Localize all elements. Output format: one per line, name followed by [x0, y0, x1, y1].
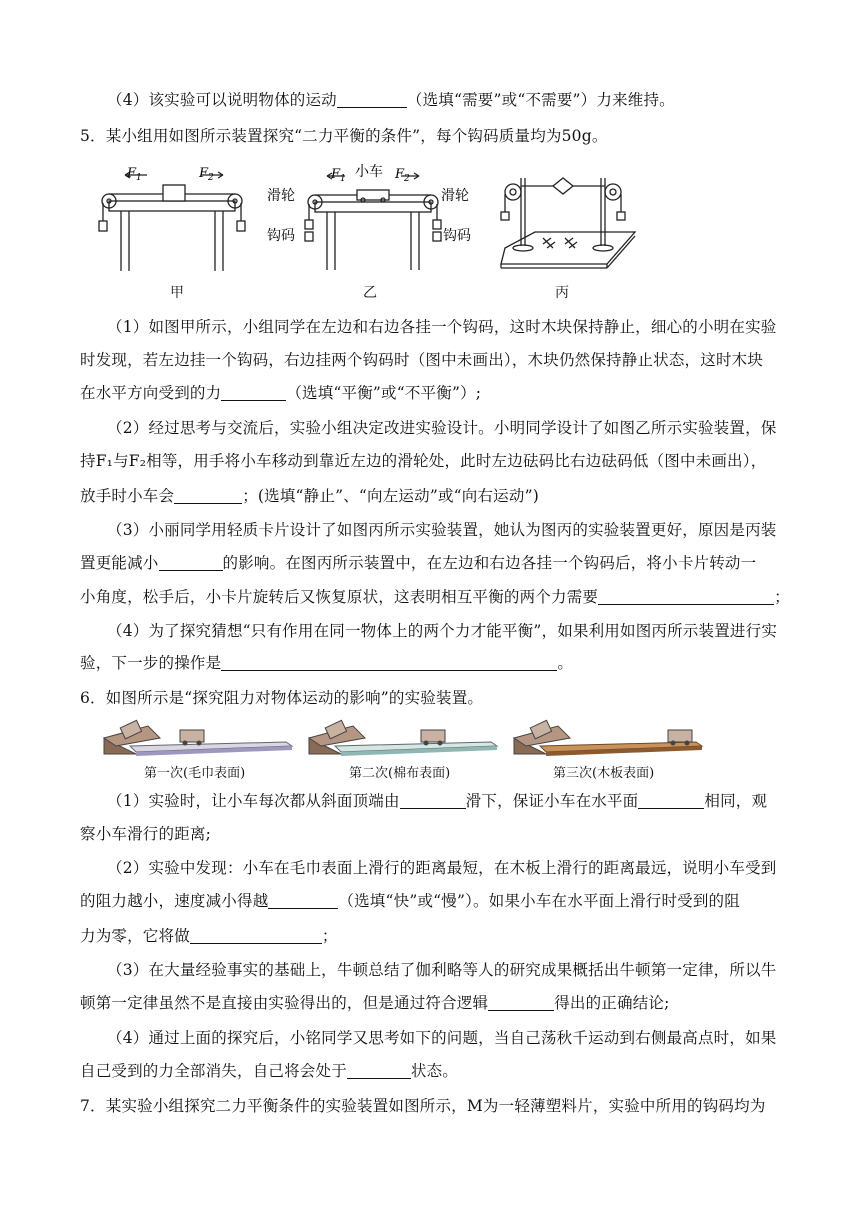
- q6-p1-l2: 察小车滑行的距离;: [80, 825, 212, 843]
- svg-text:F1: $F_1$: [331, 167, 346, 184]
- weight-left-label: 钩码: [267, 228, 295, 244]
- svg-text:F2: $F_2$: [199, 166, 214, 183]
- weight-right: [237, 221, 245, 231]
- q5-p2-l1: （2）经过思考与交流后，实验小组决定改进实验设计。小明同学设计了如图乙所示实验装置，保: [107, 419, 777, 437]
- figure-ramp-2: [305, 712, 500, 758]
- q6-p2-answer-blank-2[interactable]: [190, 927, 322, 944]
- caption-yi: 乙: [363, 285, 377, 301]
- q5-p3-l1: （3）小丽同学用轻质卡片设计了如图丙所示实验装置，她认为图丙的实验装置更好，原因是丙装: [107, 521, 777, 539]
- figure-bing: [495, 164, 640, 272]
- ramp-caption-1: 第一次(毛巾表面): [144, 766, 246, 781]
- q4-line: [107, 88, 675, 110]
- q5-p1-l3: 在水平方向受到的力 （选填“平衡”或“不平衡”）;: [80, 384, 482, 402]
- figure-ramp-1: [100, 712, 295, 758]
- figure-jia: [95, 163, 255, 275]
- q6-p1-answer-blank-2[interactable]: [638, 792, 704, 809]
- q6-p1-answer-blank-1[interactable]: [400, 792, 466, 809]
- weight-right-label: 钩码: [443, 228, 471, 244]
- q6-p2-answer-blank-1[interactable]: [268, 892, 338, 909]
- q6-p3-l1: （3）在大量经验事实的基础上，牛顿总结了伽利略等人的研究成果概括出牛顿第一定律，所以牛: [107, 961, 777, 979]
- q5-p3-answer-blank-2[interactable]: [598, 588, 774, 605]
- q6-p3-answer-blank[interactable]: [488, 994, 554, 1011]
- q5-p2-l3: 放手时小车会 ；(选填“静止”、“向左运动”或“向右运动”): [80, 487, 539, 505]
- wood-block: [163, 185, 185, 201]
- q5-p2-answer-blank[interactable]: [174, 487, 242, 504]
- q4-text-a: 该实验可以说明物体的运动: [148, 91, 337, 109]
- q6-p4-l1: （4）通过上面的探究后，小铭同学又思考如下的问题，当自己荡秋千运动到右侧最高点时，如果: [107, 1029, 777, 1047]
- q4-text-b: （选填“需要”或“不需要”）力来维持。: [406, 91, 675, 109]
- q5-p1-l2: 时发现，若左边挂一个钩码，右边挂两个钩码时（图中未画出），木块仍然保持静止状态，这时木块: [80, 351, 764, 369]
- svg-text:F1: $F_1$: [127, 166, 142, 183]
- ramp-caption-3: 第三次(木板表面): [553, 766, 655, 781]
- q7-stem: 7．某实验小组探究二力平衡条件的实验装置如图所示，M为一轻薄塑料片，实验中所用的钩码均为: [80, 1097, 766, 1115]
- q5-p3-answer-blank-1[interactable]: [159, 554, 223, 571]
- pulley-left-label: 滑轮: [267, 188, 295, 204]
- q6-p1-l1: （1）实验时，让小车每次都从斜面顶端由 滑下，保证小车在水平面 相同，观: [107, 792, 768, 810]
- q5-p4-answer-blank[interactable]: [221, 654, 557, 671]
- f2-label: F: [199, 166, 209, 181]
- card: [553, 178, 573, 194]
- q5-p1-l1: （1）如图甲所示，小组同学在左边和右边各挂一个钩码，这时木块保持静止，细心的小明在实验: [107, 318, 777, 336]
- q5-p3-l3: 小角度，松手后，小卡片旋转后又恢复原状，这表明相互平衡的两个力需要 ；: [80, 588, 790, 606]
- q6-p4-answer-blank[interactable]: [347, 1062, 411, 1079]
- q5-p4-l2: 验，下一步的操作是 。: [80, 654, 574, 672]
- q6-p2-l2: 的阻力越小，速度减小得越 （选填“快”或“慢”）。如果小车在水平面上滑行时受到的阻: [80, 892, 740, 910]
- f1-label: F: [127, 166, 137, 181]
- weight-left: [99, 221, 107, 231]
- q4-label: （4）: [107, 91, 149, 109]
- q5-p4-l1: （4）为了探究猜想“只有作用在同一物体上的两个力才能平衡”，如果利用如图丙所示装置进行实: [107, 622, 778, 640]
- cart-label: 小车: [355, 164, 383, 180]
- q6-p4-l2: 自己受到的力全部消失，自己将会处于 状态。: [80, 1062, 459, 1080]
- q5-p3-l2: 置更能减小 的影响。在图丙所示装置中，在左边和右边各挂一个钩码后，将小卡片转动一: [80, 554, 757, 572]
- caption-jia: 甲: [170, 285, 184, 301]
- q6-p2-l3: 力为零，它将做 ；: [80, 927, 338, 945]
- q6-p2-l1: （2）实验中发现：小车在毛巾表面上滑行的距离最短，在木板上滑行的距离最远，说明小车受到: [107, 859, 777, 877]
- q6-stem: 6．如图所示是“探究阻力对物体运动的影响”的实验装置。: [80, 689, 484, 707]
- q5-stem: 5．某小组用如图所示装置探究“二力平衡的条件”，每个钩码质量均为50g。: [80, 127, 608, 145]
- q5-p1-answer-blank[interactable]: [221, 384, 286, 401]
- table-top: [109, 201, 235, 211]
- q4-answer-blank[interactable]: [337, 91, 407, 108]
- figure-ramp-3: [510, 712, 705, 758]
- q5-p2-l2: 持F₁与F₂相等，用手将小车移动到靠近左边的滑轮处，此时左边砝码比右边砝码低（图中未画出），: [80, 452, 767, 470]
- figure-yi: [265, 160, 475, 275]
- ramp-caption-2: 第二次(棉布表面): [349, 766, 451, 781]
- q6-p3-l2: 顿第一定律虽然不是直接由实验得出的，但是通过符合逻辑 得出的正确结论;: [80, 994, 670, 1012]
- pulley-right-label: 滑轮: [441, 188, 469, 204]
- svg-text:F2: $F_2$: [395, 167, 410, 184]
- caption-bing: 丙: [555, 285, 569, 301]
